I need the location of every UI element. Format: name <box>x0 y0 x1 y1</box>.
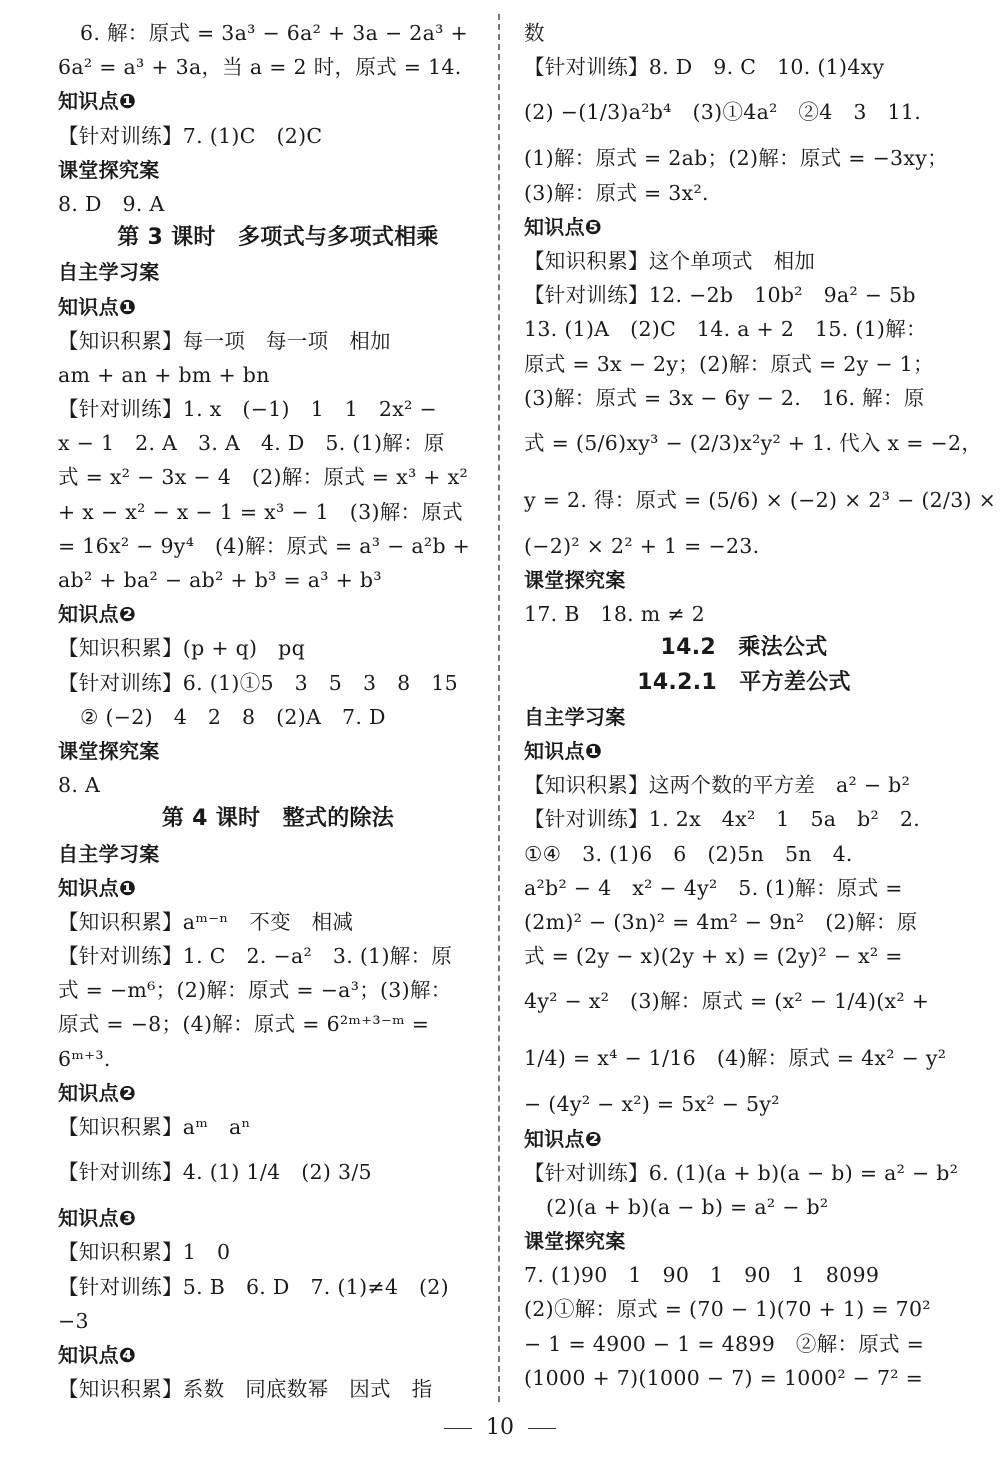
right-text-line: − 1 = 4900 − 1 = 4899 ②解：原式 = <box>524 1331 925 1356</box>
left-text-line: 【针对训练】7. (1)C (2)C <box>58 123 323 148</box>
right-text-line: − (4y² − x²) = 5x² − 5y² <box>524 1092 780 1117</box>
page-footer <box>0 1415 1000 1440</box>
right-text-line: 【针对训练】6. (1)(a + b)(a − b) = a² − b² <box>524 1160 959 1185</box>
footer-dash-right <box>528 1428 556 1429</box>
right-text-line: 课堂探究案 <box>524 568 626 593</box>
right-text-line: ①④ 3. (1)6 6 (2)5n 5n 4. <box>524 841 853 866</box>
left-text-line: am + an + bm + bn <box>58 362 270 387</box>
right-text-line: 【知识积累】这两个数的平方差 a² − b² <box>524 773 911 798</box>
left-text-line: 【知识积累】每一项 每一项 相加 <box>58 328 391 353</box>
left-text-line: 【针对训练】4. (1) 1/4 (2) 3/5 <box>58 1160 372 1185</box>
page-number: 10 <box>486 1415 514 1440</box>
left-text-line: 【针对训练】1. C 2. −a² 3. (1)解：原 <box>58 944 453 969</box>
left-text-line: 原式 = −8；(4)解：原式 = 6²ᵐ⁺³⁻ᵐ = <box>58 1012 430 1037</box>
left-text-line: 6a² = a³ + 3a，当 a = 2 时，原式 = 14. <box>58 55 462 80</box>
right-text-line: 知识点❶ <box>524 739 603 763</box>
right-text-line: (3)解：原式 = 3x − 6y − 2. 16. 解：原 <box>524 385 925 410</box>
left-text-line: 知识点❸ <box>58 1206 137 1231</box>
right-text-line: 【针对训练】8. D 9. C 10. (1)4xy <box>524 55 885 80</box>
right-text-line: (2m)² − (3n)² = 4m² − 9n² (2)解：原 <box>524 909 918 934</box>
left-text-line: 【知识积累】1 0 <box>58 1240 231 1265</box>
left-text-line: 课堂探究案 <box>58 738 160 763</box>
left-text-line: 式 = x² − 3x − 4 (2)解：原式 = x³ + x² <box>58 465 468 490</box>
left-text-line: 6ᵐ⁺³. <box>58 1046 111 1071</box>
right-text-line: 1/4) = x⁴ − 1/16 (4)解：原式 = 4x² − y² <box>524 1046 947 1071</box>
column-divider <box>498 14 500 1402</box>
left-text-line: 【针对训练】5. B 6. D 7. (1)≠4 (2) <box>58 1274 449 1299</box>
left-text-line: 第 3 课时 多项式与多项式相乘 <box>117 225 439 251</box>
right-text-line: 14.2 乘法公式 <box>660 635 828 661</box>
right-text-line: a²b² − 4 x² − 4y² 5. (1)解：原式 = <box>524 875 903 900</box>
left-text-line: + x − x² − x − 1 = x³ − 1 (3)解：原式 <box>58 499 463 524</box>
footer-dash-left <box>444 1428 472 1429</box>
left-text-line: 【知识积累】aᵐ⁻ⁿ 不变 相减 <box>58 909 354 934</box>
right-text-line: 14.2.1 平方差公式 <box>637 669 851 695</box>
right-text-line: (2)(a + b)(a − b) = a² − b² <box>546 1194 829 1219</box>
right-text-line: 式 = (2y − x)(2y + x) = (2y)² − x² = <box>524 944 903 969</box>
right-text-line: 知识点❷ <box>524 1126 603 1151</box>
right-text-line: 13. (1)A (2)C 14. a + 2 15. (1)解： <box>524 317 927 342</box>
left-text-line: −3 <box>58 1308 89 1333</box>
right-text-line: (−2)² × 2² + 1 = −23. <box>524 533 760 558</box>
right-column <box>524 16 997 1395</box>
left-text-line: 【知识积累】系数 同底数幂 因式 指 <box>58 1377 433 1402</box>
right-text-line: (3)解：原式 = 3x². <box>524 180 709 205</box>
left-text-line: 【针对训练】1. x (−1) 1 1 2x² − <box>58 397 437 422</box>
right-text-line: 式 = (5/6)xy³ − (2/3)x²y² + 1. 代入 x = −2， <box>524 430 983 455</box>
left-text-line: 知识点❶ <box>58 294 137 319</box>
left-text-line: 知识点❹ <box>58 1342 137 1367</box>
right-text-line: (1000 + 7)(1000 − 7) = 1000² − 7² = <box>524 1365 924 1390</box>
left-text-line: 【针对训练】6. (1)①5 3 5 3 8 15 <box>58 670 458 695</box>
right-text-line: (2) −(1/3)a²b⁴ (3)①4a² ②4 3 11. <box>524 100 922 125</box>
left-text-line: 式 = −m⁶；(2)解：原式 = −a³；(3)解： <box>58 978 452 1003</box>
right-text-line: 自主学习案 <box>524 704 626 729</box>
left-text-line: 课堂探究案 <box>58 157 160 182</box>
right-text-line: y = 2. 得：原式 = (5/6) × (−2) × 2³ − (2/3) × <box>524 487 997 512</box>
left-text-line: 6. 解：原式 = 3a³ − 6a² + 3a − 2a³ + <box>80 21 468 45</box>
right-text-line: 【知识积累】这个单项式 相加 <box>524 248 816 273</box>
right-text-line: 【针对训练】1. 2x 4x² 1 5a b² 2. <box>524 807 921 832</box>
right-text-line: 知识点❺ <box>524 214 603 239</box>
left-text-line: = 16x² − 9y⁴ (4)解：原式 = a³ − a²b + <box>58 533 471 558</box>
right-text-line: 4y² − x² (3)解：原式 = (x² − 1/4)(x² + <box>524 989 930 1014</box>
left-text-line: ② (−2) 4 2 8 (2)A 7. D <box>80 704 386 729</box>
right-text-line: 数 <box>524 21 545 45</box>
right-text-line: 课堂探究案 <box>524 1229 626 1254</box>
right-text-line: (2)①解：原式 = (70 − 1)(70 + 1) = 70² <box>524 1297 931 1322</box>
left-text-line: 知识点❷ <box>58 1080 137 1105</box>
left-text-line: 第 4 课时 整式的除法 <box>161 806 395 832</box>
left-column <box>58 16 498 1406</box>
right-text-line: 【针对训练】12. −2b 10b² 9a² − 5b <box>524 283 916 308</box>
left-text-line: 知识点❷ <box>58 602 137 627</box>
right-text-line: 7. (1)90 1 90 1 90 1 8099 <box>524 1263 880 1288</box>
left-text-line: 知识点❶ <box>58 875 137 900</box>
left-text-line: 自主学习案 <box>58 841 160 866</box>
right-text-line: 原式 = 3x − 2y；(2)解：原式 = 2y − 1； <box>524 351 934 376</box>
right-text-line: (1)解：原式 = 2ab；(2)解：原式 = −3xy； <box>524 146 948 171</box>
left-text-line: 自主学习案 <box>58 260 160 285</box>
left-text-line: 【知识积累】(p + q) pq <box>58 636 305 661</box>
left-text-line: 8. A <box>58 773 101 798</box>
left-text-line: 8. D 9. A <box>58 191 165 216</box>
left-text-line: ab² + ba² − ab² + b³ = a³ + b³ <box>58 568 382 592</box>
left-text-line: 知识点❶ <box>58 89 137 114</box>
left-text-line: x − 1 2. A 3. A 4. D 5. (1)解：原 <box>58 431 445 456</box>
left-text-line: 【知识积累】aᵐ aⁿ <box>58 1115 251 1139</box>
right-text-line: 17. B 18. m ≠ 2 <box>524 602 705 627</box>
